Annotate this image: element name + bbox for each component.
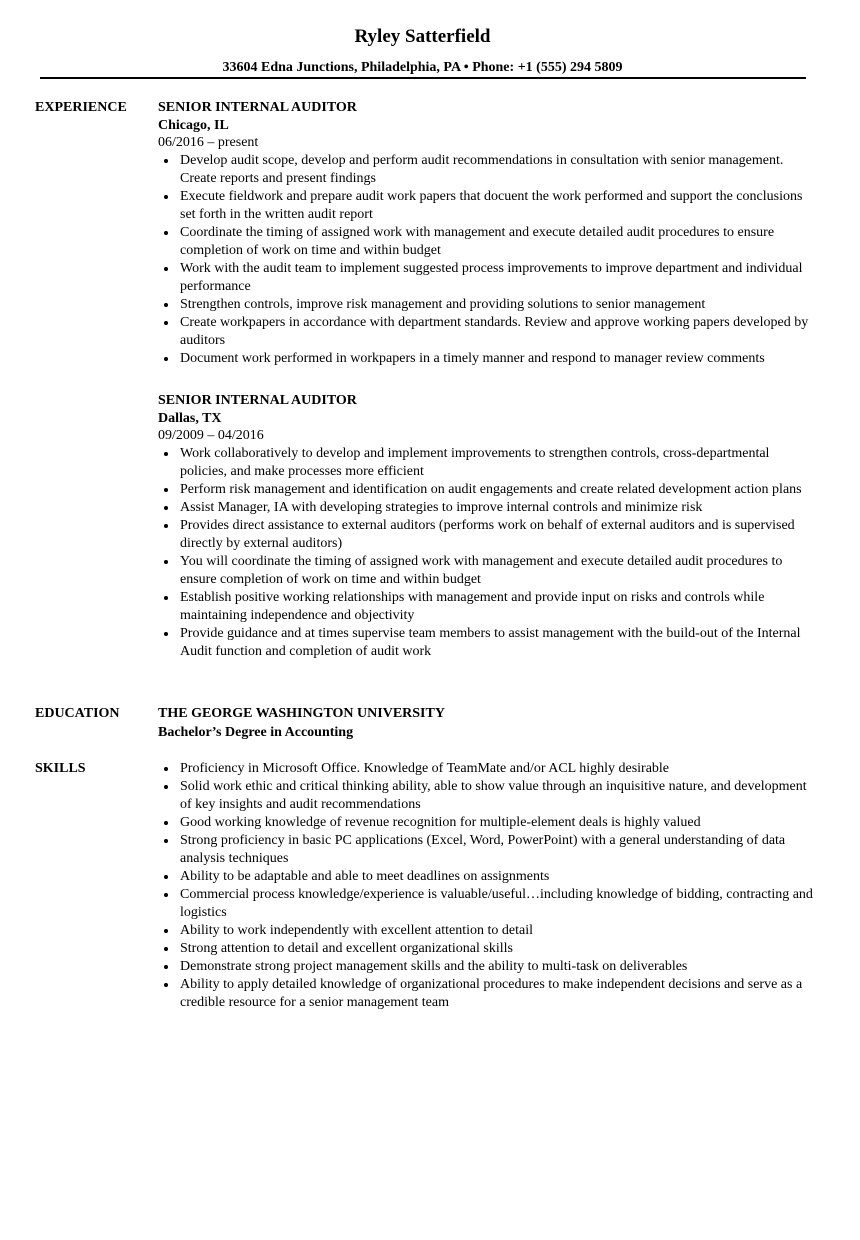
list-item: Document work performed in workpapers in a timely manner and respond to manager review comments — [158, 350, 818, 368]
list-item: Work collaboratively to develop and implement improvements to strengthen controls, cross-departmental policies, and make processes more efficient — [158, 445, 818, 481]
job-bullets — [158, 152, 818, 368]
list-item: Work with the audit team to implement suggested process improvements to improve department and individual performance — [158, 260, 818, 296]
list-item: Proficiency in Microsoft Office. Knowledge of TeamMate and/or ACL highly desirable — [158, 760, 818, 778]
school-name: THE GEORGE WASHINGTON UNIVERSITY — [158, 706, 445, 721]
job-location: Dallas, TX — [158, 411, 222, 426]
list-item: Coordinate the timing of assigned work with management and execute detailed audit procedures to ensure completion of work on time and within budget — [158, 224, 818, 260]
job-location: Chicago, IL — [158, 118, 229, 133]
list-item: Good working knowledge of revenue recognition for multiple-element deals is highly valued — [158, 814, 818, 832]
experience-heading: EXPERIENCE — [35, 100, 127, 115]
list-item: Solid work ethic and critical thinking ability, able to show value through an inquisitive nature, and development of key insights and audit recommendations — [158, 778, 818, 814]
job-title: SENIOR INTERNAL AUDITOR — [158, 100, 357, 115]
job-dates: 09/2009 – 04/2016 — [158, 428, 264, 443]
list-item: Create workpapers in accordance with department standards. Review and approve working papers developed by auditors — [158, 314, 818, 350]
resume-name: Ryley Satterfield — [354, 26, 491, 47]
job-entry — [158, 99, 818, 368]
list-item: Ability to work independently with excellent attention to detail — [158, 922, 818, 940]
job-title: SENIOR INTERNAL AUDITOR — [158, 393, 357, 408]
list-item: Demonstrate strong project management skills and the ability to multi-task on deliverables — [158, 958, 818, 976]
list-item: Develop audit scope, develop and perform audit recommendations in consultation with senior management. Create reports and present findings — [158, 152, 818, 188]
job-bullets — [158, 445, 818, 661]
contact-line: 33604 Edna Junctions, Philadelphia, PA • Phone: +1 (555) 294 5809 — [222, 60, 623, 75]
list-item: Strong proficiency in basic PC applications (Excel, Word, PowerPoint) with a general understanding of data analysis techniques — [158, 832, 818, 868]
header-divider — [40, 77, 806, 79]
list-item: Ability to apply detailed knowledge of organizational procedures to make independent decisions and serve as a credible resource for a senior management team — [158, 976, 818, 1012]
list-item: Perform risk management and identification on audit engagements and create related development action plans — [158, 481, 818, 499]
skills-list — [158, 760, 818, 1012]
job-dates: 06/2016 – present — [158, 135, 259, 150]
list-item: Strong attention to detail and excellent organizational skills — [158, 940, 818, 958]
list-item: Ability to be adaptable and able to meet deadlines on assignments — [158, 868, 818, 886]
list-item: Provide guidance and at times supervise team members to assist management with the build-out of the Internal Audit function and completion of audit work — [158, 625, 818, 661]
education-heading: EDUCATION — [35, 706, 120, 721]
skills-body — [158, 760, 818, 1012]
list-item: Strengthen controls, improve risk management and providing solutions to senior management — [158, 296, 818, 314]
job-entry — [158, 392, 818, 661]
list-item: Commercial process knowledge/experience is valuable/useful…including knowledge of bidding, contracting and logistics — [158, 886, 818, 922]
skills-heading: SKILLS — [35, 761, 86, 776]
list-item: Establish positive working relationships with management and provide input on risks and controls while maintaining independence and objectivity — [158, 589, 818, 625]
list-item: Assist Manager, IA with developing strategies to improve internal controls and minimize risk — [158, 499, 818, 517]
experience-body — [158, 99, 818, 661]
degree: Bachelor’s Degree in Accounting — [158, 725, 354, 740]
education-body — [158, 705, 818, 743]
list-item: Execute fieldwork and prepare audit work papers that docuent the work performed and support the conclusions set forth in the written audit report — [158, 188, 818, 224]
list-item: Provides direct assistance to external auditors (performs work on behalf of external auditors and is supervised directly by external auditors) — [158, 517, 818, 553]
list-item: You will coordinate the timing of assigned work with management and execute detailed audit procedures to ensure completion of work on time and within budget — [158, 553, 818, 589]
